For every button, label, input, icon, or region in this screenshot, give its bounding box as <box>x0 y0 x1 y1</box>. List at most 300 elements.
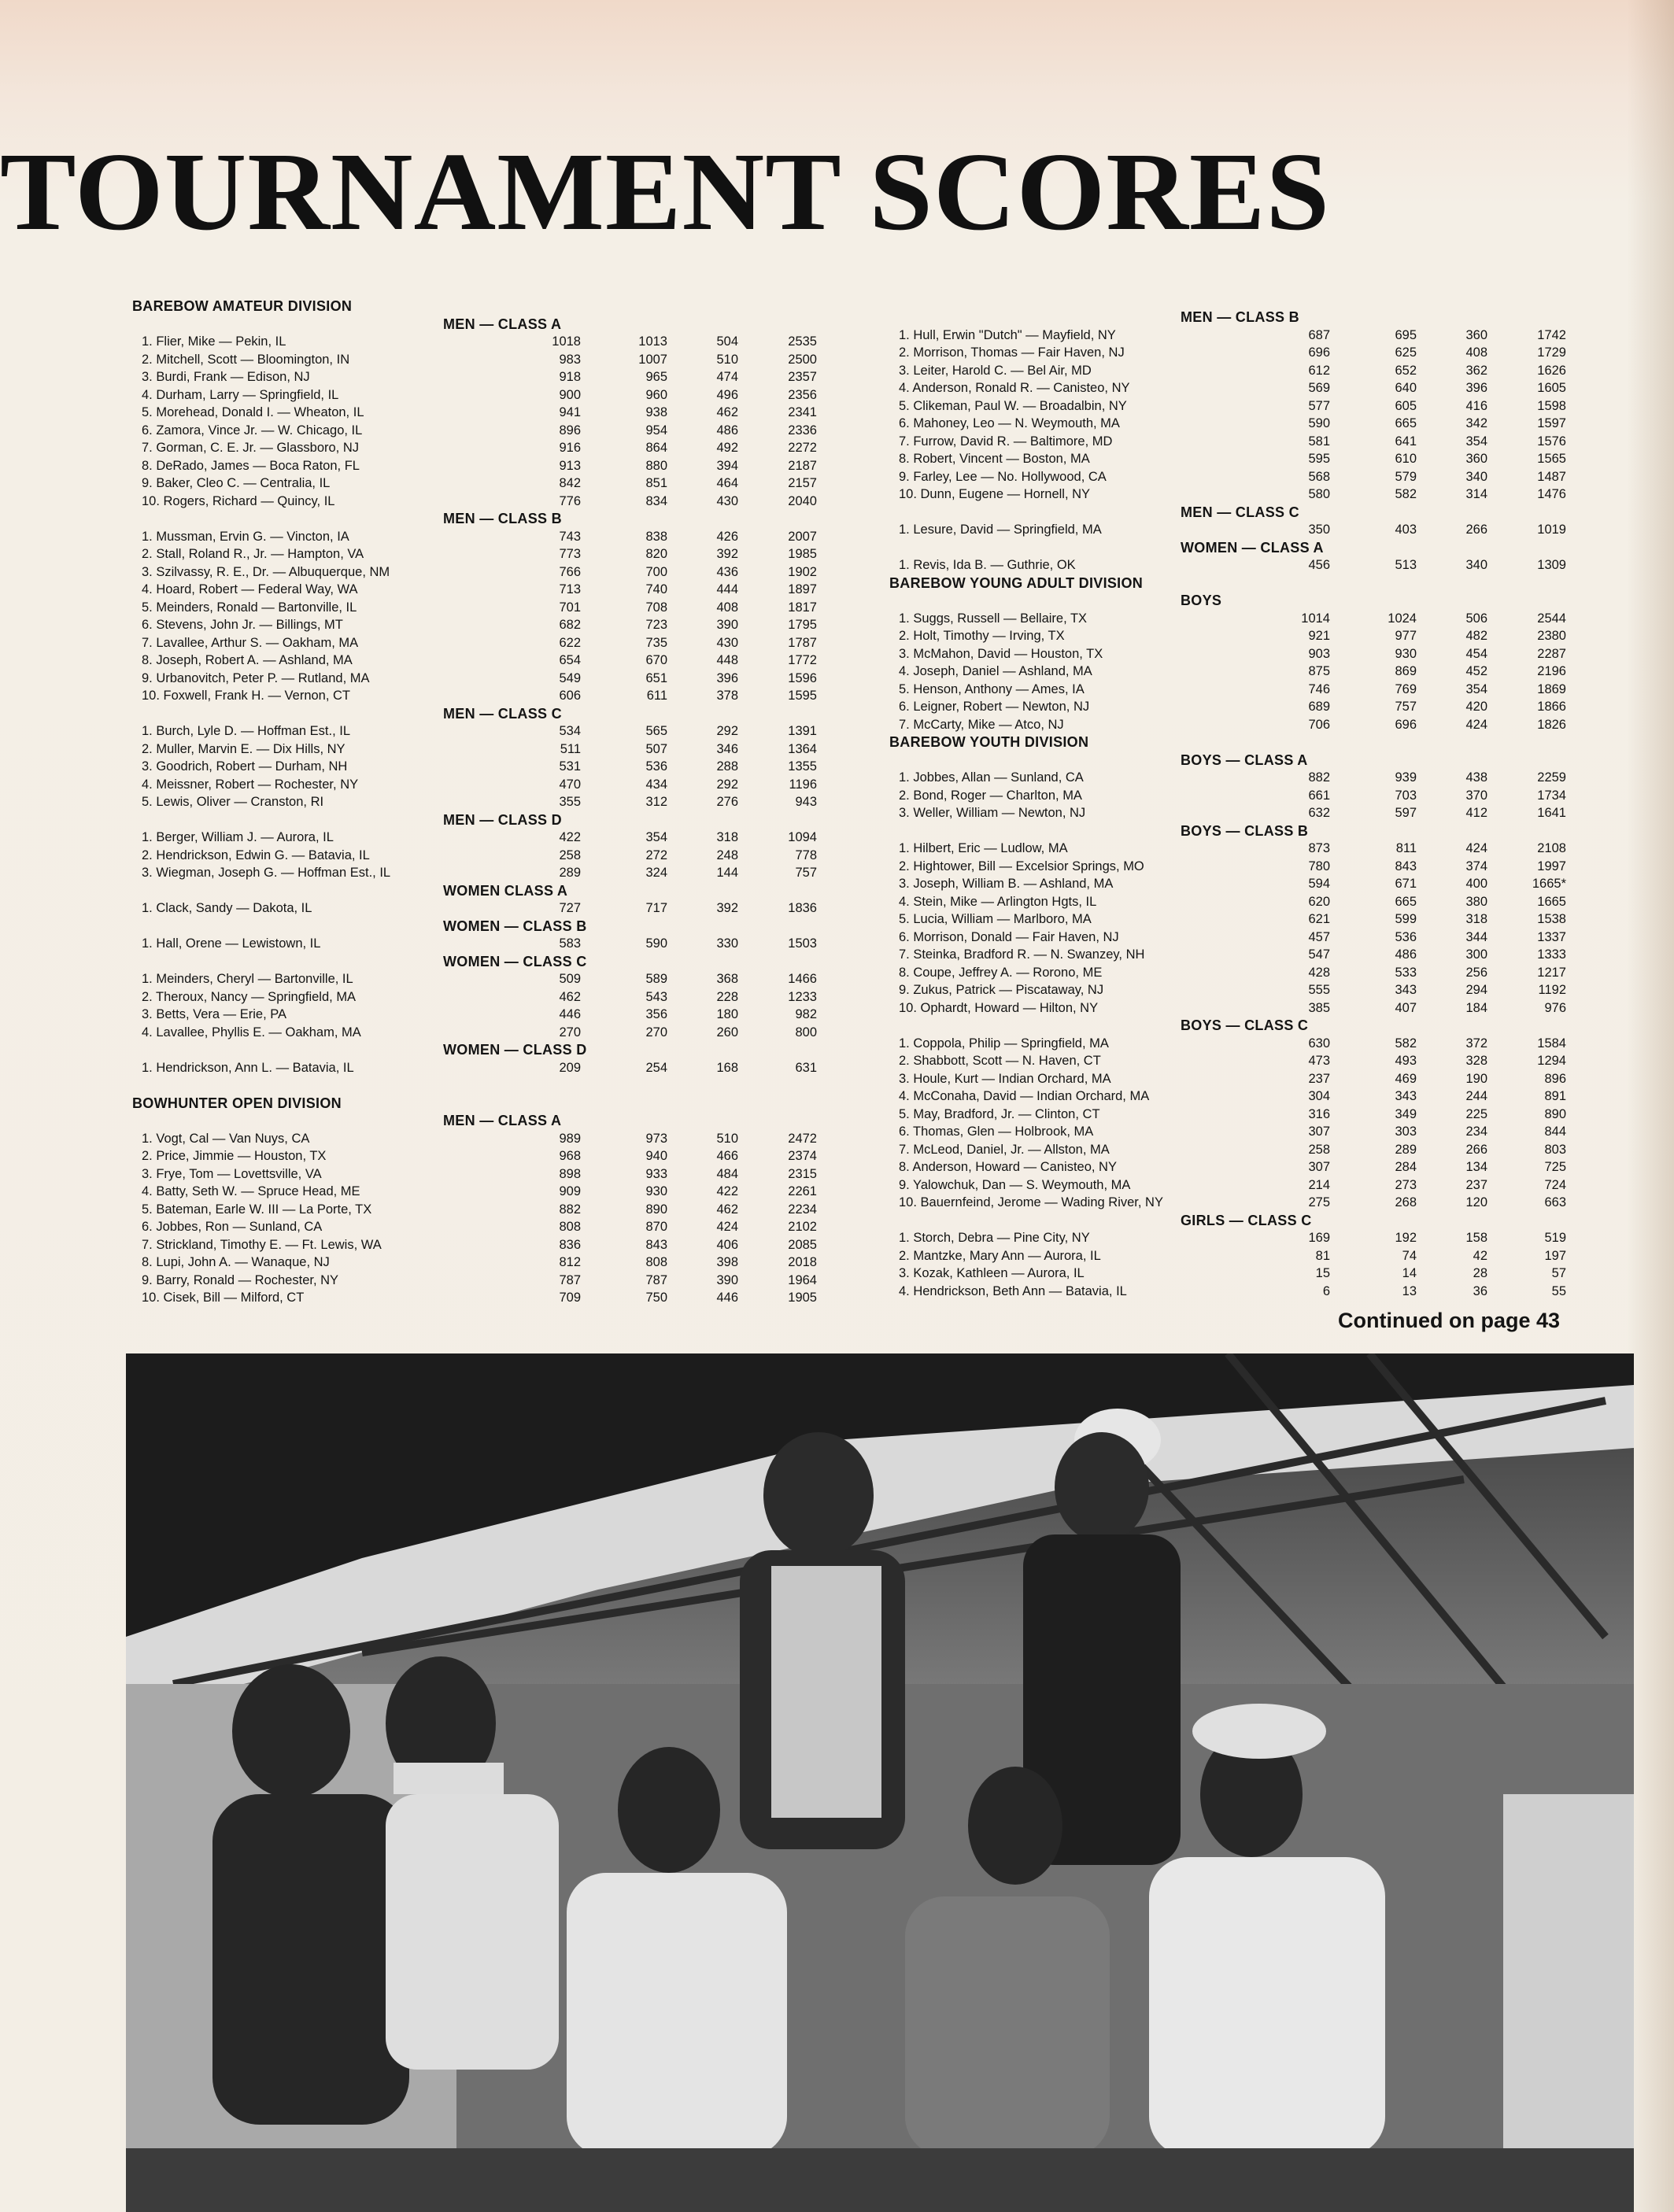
archer-name: 1. Hilbert, Eric — Ludlow, MA <box>899 841 1068 855</box>
round-score-1: 766 <box>559 564 581 579</box>
round-score-3: 354 <box>1465 681 1487 696</box>
archer-name: 1. Vogt, Cal — Van Nuys, CA <box>142 1131 310 1146</box>
round-score-1: 903 <box>1308 646 1330 661</box>
archer-name: 3. Szilvassy, R. E., Dr. — Albuquerque, NM <box>142 564 390 579</box>
archer-name: 8. Joseph, Robert A. — Ashland, MA <box>142 653 353 667</box>
score-row <box>889 787 1598 805</box>
round-score-1: 81 <box>1315 1248 1330 1263</box>
round-score-1: 275 <box>1308 1195 1330 1209</box>
round-score-2: 192 <box>1395 1231 1417 1245</box>
archer-name: 10. Rogers, Richard — Quincy, IL <box>142 493 335 508</box>
round-score-3: 392 <box>716 547 738 561</box>
total-score: 976 <box>1544 1000 1566 1015</box>
archer-name: 5. Meinders, Ronald — Bartonville, IL <box>142 600 357 615</box>
total-score: 1391 <box>788 724 817 738</box>
round-score-3: 158 <box>1465 1231 1487 1245</box>
round-score-1: 773 <box>559 547 581 561</box>
archer-name: 1. Meinders, Cheryl — Bartonville, IL <box>142 972 353 986</box>
round-score-2: 665 <box>1395 416 1417 430</box>
class-heading-boys-class-c: BOYS — CLASS C <box>1181 1017 1309 1033</box>
division-heading-bowhunter-open-division: BOWHUNTER OPEN DIVISION <box>132 1095 342 1111</box>
round-score-3: 408 <box>716 600 738 615</box>
total-score: 2535 <box>788 334 817 349</box>
round-score-3: 390 <box>716 618 738 632</box>
archer-name: 3. Kozak, Kathleen — Aurora, IL <box>899 1266 1085 1280</box>
score-row <box>889 362 1598 380</box>
archer-name: 3. Goodrich, Robert — Durham, NH <box>142 759 348 774</box>
round-score-1: 808 <box>559 1220 581 1234</box>
round-score-1: 511 <box>560 741 581 756</box>
total-score: 2356 <box>788 387 817 402</box>
class-heading-men-class-c: MEN — CLASS C <box>1181 504 1299 520</box>
round-score-3: 292 <box>716 777 738 792</box>
total-score: 1233 <box>788 989 817 1004</box>
round-score-2: 486 <box>1395 947 1417 962</box>
archer-name: 2. Morrison, Thomas — Fair Haven, NJ <box>899 345 1125 360</box>
round-score-1: 385 <box>1308 1000 1330 1015</box>
total-score: 1641 <box>1537 806 1566 820</box>
round-score-3: 444 <box>716 582 738 596</box>
archer-name: 7. McCarty, Mike — Atco, NJ <box>899 717 1064 732</box>
score-row <box>889 681 1598 699</box>
archer-name: 2. Bond, Roger — Charlton, MA <box>899 788 1082 803</box>
page-title: TOURNAMENT SCORES <box>0 129 1331 253</box>
score-row <box>132 670 841 688</box>
round-score-1: 776 <box>559 493 581 508</box>
archer-name: 8. DeRado, James — Boca Raton, FL <box>142 458 360 473</box>
archer-name: 2. Theroux, Nancy — Springfield, MA <box>142 989 357 1004</box>
round-score-3: 454 <box>1465 646 1487 661</box>
score-row <box>132 1236 841 1254</box>
round-score-3: 328 <box>1465 1054 1487 1068</box>
archer-name: 1. Hendrickson, Ann L. — Batavia, IL <box>142 1060 354 1075</box>
score-row <box>889 556 1598 574</box>
archer-name: 4. Hendrickson, Beth Ann — Batavia, IL <box>899 1283 1127 1298</box>
round-score-1: 696 <box>1308 345 1330 360</box>
round-score-1: 214 <box>1308 1177 1330 1192</box>
score-row <box>889 1194 1598 1212</box>
round-score-1: 654 <box>559 653 581 667</box>
archer-name: 3. Houle, Kurt — Indian Orchard, MA <box>899 1071 1111 1086</box>
total-score: 1772 <box>788 653 817 667</box>
round-score-3: 510 <box>716 352 738 367</box>
archer-name: 9. Urbanovitch, Peter P. — Rutland, MA <box>142 670 370 685</box>
page-edge-shadow <box>1627 0 1674 2212</box>
round-score-2: 434 <box>645 777 667 792</box>
round-score-3: 362 <box>1465 363 1487 378</box>
archers-group-photo <box>126 1353 1634 2212</box>
score-row <box>132 457 841 475</box>
score-row <box>132 1059 841 1077</box>
archer-name: 3. Frye, Tom — Lovettsville, VA <box>142 1166 322 1181</box>
round-score-2: 820 <box>645 547 667 561</box>
round-score-2: 1024 <box>1388 611 1417 626</box>
total-score: 2102 <box>788 1220 817 1234</box>
archer-name: 4. Stein, Mike — Arlington Hgts, IL <box>899 894 1097 909</box>
total-score: 1985 <box>788 547 817 561</box>
score-row <box>889 1052 1598 1070</box>
round-score-3: 430 <box>716 493 738 508</box>
round-score-1: 836 <box>559 1237 581 1252</box>
round-score-3: 134 <box>1465 1160 1487 1174</box>
round-score-1: 6 <box>1322 1283 1330 1298</box>
score-row <box>889 858 1598 876</box>
total-score: 1094 <box>788 830 817 844</box>
round-score-1: 422 <box>559 830 581 844</box>
total-score: 2341 <box>788 405 817 419</box>
total-score: 1595 <box>788 689 817 703</box>
score-row <box>132 1165 841 1184</box>
round-score-2: 808 <box>645 1255 667 1269</box>
total-score: 2336 <box>788 423 817 438</box>
total-score: 891 <box>1544 1089 1566 1103</box>
archer-name: 6. Stevens, John Jr. — Billings, MT <box>142 618 343 632</box>
round-score-3: 237 <box>1465 1177 1487 1192</box>
score-row <box>889 468 1598 486</box>
total-score: 2108 <box>1537 841 1566 855</box>
round-score-1: 583 <box>559 936 581 951</box>
round-score-3: 506 <box>1465 611 1487 626</box>
archer-name: 7. Lavallee, Arthur S. — Oakham, MA <box>142 635 359 650</box>
round-score-2: 513 <box>1395 558 1417 572</box>
total-score: 1294 <box>1537 1054 1566 1068</box>
score-row <box>132 1147 841 1165</box>
round-score-1: 989 <box>559 1131 581 1146</box>
class-heading-women-class-a: WOMEN CLASS A <box>443 882 568 899</box>
score-row <box>889 840 1598 858</box>
round-score-2: 930 <box>1395 646 1417 661</box>
score-row <box>889 1070 1598 1088</box>
round-score-2: 270 <box>645 1025 667 1040</box>
score-row <box>889 1265 1598 1283</box>
score-row <box>889 1229 1598 1247</box>
score-row <box>889 804 1598 822</box>
total-score: 1826 <box>1537 717 1566 732</box>
round-score-2: 973 <box>645 1131 667 1146</box>
round-score-1: 547 <box>1308 947 1330 962</box>
archer-name: 10. Cisek, Bill — Milford, CT <box>142 1291 305 1305</box>
score-row <box>132 1130 841 1148</box>
round-score-1: 473 <box>1308 1054 1330 1068</box>
round-score-3: 318 <box>716 830 738 844</box>
archer-name: 2. Mantzke, Mary Ann — Aurora, IL <box>899 1248 1101 1263</box>
archer-name: 7. Gorman, C. E. Jr. — Glassboro, NJ <box>142 441 359 455</box>
total-score: 2374 <box>788 1149 817 1163</box>
round-score-2: 354 <box>645 830 667 844</box>
total-score: 890 <box>1544 1106 1566 1121</box>
archer-name: 5. May, Bradford, Jr. — Clinton, CT <box>899 1106 1100 1121</box>
total-score: 1355 <box>788 759 817 774</box>
total-score: 519 <box>1544 1231 1566 1245</box>
total-score: 663 <box>1544 1195 1566 1209</box>
class-heading-women-class-b: WOMEN — CLASS B <box>443 918 587 934</box>
round-score-1: 15 <box>1315 1266 1330 1280</box>
round-score-3: 300 <box>1465 947 1487 962</box>
score-row <box>132 988 841 1006</box>
score-row <box>889 415 1598 433</box>
round-score-1: 630 <box>1308 1036 1330 1051</box>
round-score-2: 851 <box>645 476 667 490</box>
round-score-2: 536 <box>1395 929 1417 944</box>
round-score-3: 42 <box>1473 1248 1487 1263</box>
archer-name: 2. Hightower, Bill — Excelsior Springs, MO <box>899 859 1144 873</box>
archer-name: 5. Lucia, William — Marlboro, MA <box>899 912 1092 926</box>
round-score-3: 438 <box>1465 770 1487 785</box>
total-score: 724 <box>1544 1177 1566 1192</box>
archer-name: 3. Wiegman, Joseph G. — Hoffman Est., IL <box>142 866 391 880</box>
round-score-2: 769 <box>1395 681 1417 696</box>
archer-name: 4. Hoard, Robert — Federal Way, WA <box>142 582 358 596</box>
total-score: 1897 <box>788 582 817 596</box>
round-score-1: 842 <box>559 476 581 490</box>
score-row <box>132 740 841 759</box>
round-score-3: 266 <box>1465 523 1487 537</box>
round-score-1: 428 <box>1308 965 1330 980</box>
score-row <box>132 1201 841 1219</box>
total-score: 1337 <box>1537 929 1566 944</box>
round-score-2: 933 <box>645 1166 667 1181</box>
score-row <box>889 433 1598 451</box>
archer-name: 1. Berger, William J. — Aurora, IL <box>142 830 334 844</box>
archer-name: 1. Mussman, Ervin G. — Vincton, IA <box>142 529 349 544</box>
total-score: 982 <box>795 1007 817 1021</box>
round-score-3: 168 <box>716 1060 738 1075</box>
round-score-2: 723 <box>645 618 667 632</box>
total-score: 725 <box>1544 1160 1566 1174</box>
round-score-2: 930 <box>645 1184 667 1198</box>
round-score-3: 184 <box>1465 1000 1487 1015</box>
total-score: 1596 <box>788 670 817 685</box>
round-score-3: 354 <box>1465 434 1487 449</box>
round-score-2: 611 <box>646 689 667 703</box>
archer-name: 2. Mitchell, Scott — Bloomington, IN <box>142 352 350 367</box>
archer-name: 4. Joseph, Daniel — Ashland, MA <box>899 664 1092 678</box>
score-row <box>889 946 1598 964</box>
round-score-1: 470 <box>559 777 581 792</box>
archer-name: 4. Durham, Larry — Springfield, IL <box>142 387 339 402</box>
round-score-1: 350 <box>1308 523 1330 537</box>
round-score-3: 372 <box>1465 1036 1487 1051</box>
archer-name: 4. Anderson, Ronald R. — Canisteo, NY <box>899 381 1130 395</box>
round-score-2: 343 <box>1395 1089 1417 1103</box>
total-score: 1626 <box>1537 363 1566 378</box>
round-score-1: 632 <box>1308 806 1330 820</box>
round-score-1: 913 <box>559 458 581 473</box>
round-score-3: 342 <box>1465 416 1487 430</box>
archer-name: 1. Suggs, Russell — Bellaire, TX <box>899 611 1088 626</box>
archer-name: 1. Hall, Orene — Lewistown, IL <box>142 936 321 951</box>
archer-name: 8. Lupi, John A. — Wanaque, NJ <box>142 1255 330 1269</box>
round-score-1: 682 <box>559 618 581 632</box>
class-heading-women-class-c: WOMEN — CLASS C <box>443 953 587 969</box>
round-score-1: 580 <box>1308 487 1330 501</box>
round-score-3: 466 <box>716 1149 738 1163</box>
round-score-2: 750 <box>645 1291 667 1305</box>
score-row <box>132 1218 841 1236</box>
total-score: 1817 <box>788 600 817 615</box>
score-row <box>132 368 841 386</box>
round-score-1: 875 <box>1308 664 1330 678</box>
total-score: 1729 <box>1537 345 1566 360</box>
score-row <box>132 1272 841 1290</box>
round-score-2: 273 <box>1395 1177 1417 1192</box>
total-score: 2272 <box>788 441 817 455</box>
round-score-1: 555 <box>1308 983 1330 997</box>
round-score-2: 13 <box>1402 1283 1417 1298</box>
round-score-3: 360 <box>1465 452 1487 466</box>
archer-name: 6. Mahoney, Leo — N. Weymouth, MA <box>899 416 1120 430</box>
round-score-1: 968 <box>559 1149 581 1163</box>
total-score: 1665 <box>1537 894 1566 909</box>
score-row <box>132 528 841 546</box>
archer-name: 2. Stall, Roland R., Jr. — Hampton, VA <box>142 547 364 561</box>
total-score: 943 <box>795 795 817 809</box>
round-score-3: 28 <box>1473 1266 1487 1280</box>
archer-name: 5. Clikeman, Paul W. — Broadalbin, NY <box>899 398 1127 413</box>
archer-name: 1. Jobbes, Allan — Sunland, CA <box>899 770 1084 785</box>
score-row <box>889 1176 1598 1195</box>
round-score-3: 422 <box>716 1184 738 1198</box>
score-row <box>889 716 1598 734</box>
round-score-3: 486 <box>716 423 738 438</box>
class-heading-men-class-c: MEN — CLASS C <box>443 705 562 722</box>
round-score-1: 169 <box>1308 1231 1330 1245</box>
round-score-2: 493 <box>1395 1054 1417 1068</box>
total-score: 1476 <box>1537 487 1566 501</box>
archer-name: 2. Holt, Timothy — Irving, TX <box>899 629 1065 643</box>
round-score-3: 225 <box>1465 1106 1487 1121</box>
round-score-3: 248 <box>716 848 738 862</box>
archer-name: 6. Zamora, Vince Jr. — W. Chicago, IL <box>142 423 363 438</box>
round-score-3: 360 <box>1465 327 1487 342</box>
archer-name: 3. Weller, William — Newton, NJ <box>899 806 1086 820</box>
score-row <box>132 616 841 634</box>
total-score: 896 <box>1544 1071 1566 1086</box>
total-score: 1598 <box>1537 398 1566 413</box>
score-row <box>132 475 841 493</box>
total-score: 2287 <box>1537 646 1566 661</box>
score-row <box>132 864 841 882</box>
archer-name: 10. Dunn, Eugene — Hornell, NY <box>899 487 1091 501</box>
round-score-1: 701 <box>559 600 581 615</box>
total-score: 1576 <box>1537 434 1566 449</box>
total-score: 1734 <box>1537 788 1566 803</box>
round-score-1: 746 <box>1308 681 1330 696</box>
round-score-2: 717 <box>645 901 667 915</box>
total-score: 2007 <box>788 529 817 544</box>
round-score-2: 74 <box>1402 1248 1417 1263</box>
round-score-1: 620 <box>1308 894 1330 909</box>
round-score-3: 406 <box>716 1237 738 1252</box>
round-score-1: 594 <box>1308 877 1330 891</box>
score-row <box>132 1289 841 1307</box>
total-score: 2380 <box>1537 629 1566 643</box>
round-score-3: 394 <box>716 458 738 473</box>
archer-name: 8. Coupe, Jeffrey A. — Rorono, ME <box>899 965 1103 980</box>
round-score-2: 787 <box>645 1272 667 1287</box>
score-row <box>889 769 1598 787</box>
archer-name: 10. Foxwell, Frank H. — Vernon, CT <box>142 689 351 703</box>
round-score-2: 843 <box>1395 859 1417 873</box>
total-score: 1364 <box>788 741 817 756</box>
round-score-3: 392 <box>716 901 738 915</box>
archer-name: 5. Bateman, Earle W. III — La Porte, TX <box>142 1202 372 1217</box>
score-row <box>132 1183 841 1201</box>
class-heading-men-class-b: MEN — CLASS B <box>1181 309 1299 325</box>
total-score: 1836 <box>788 901 817 915</box>
total-score: 631 <box>795 1060 817 1075</box>
round-score-3: 396 <box>1465 381 1487 395</box>
score-row <box>889 910 1598 929</box>
class-heading-boys-class-b: BOYS — CLASS B <box>1181 822 1309 839</box>
score-row <box>889 964 1598 982</box>
archer-name: 6. Leigner, Robert — Newton, NJ <box>899 700 1090 714</box>
round-score-1: 581 <box>1308 434 1330 449</box>
score-row <box>132 776 841 794</box>
score-row <box>889 981 1598 999</box>
archer-name: 1. Burch, Lyle D. — Hoffman Est., IL <box>142 724 351 738</box>
round-score-1: 509 <box>559 972 581 986</box>
archer-name: 9. Farley, Lee — No. Hollywood, CA <box>899 469 1107 484</box>
round-score-3: 234 <box>1465 1124 1487 1139</box>
section-spacer <box>132 1076 841 1095</box>
total-score: 2357 <box>788 370 817 384</box>
round-score-1: 882 <box>559 1202 581 1217</box>
round-score-1: 713 <box>559 582 581 596</box>
total-score: 2500 <box>788 352 817 367</box>
round-score-1: 983 <box>559 352 581 367</box>
round-score-3: 462 <box>716 405 738 419</box>
archer-name: 4. Batty, Seth W. — Spruce Head, ME <box>142 1184 360 1198</box>
round-score-2: 665 <box>1395 894 1417 909</box>
round-score-2: 939 <box>1395 770 1417 785</box>
round-score-3: 420 <box>1465 700 1487 714</box>
score-row <box>132 422 841 440</box>
round-score-2: 735 <box>645 635 667 650</box>
round-score-2: 343 <box>1395 983 1417 997</box>
score-row <box>132 351 841 369</box>
round-score-3: 436 <box>716 564 738 579</box>
class-heading-men-class-b: MEN — CLASS B <box>443 511 562 526</box>
round-score-3: 496 <box>716 387 738 402</box>
score-row <box>889 521 1598 539</box>
score-row <box>132 758 841 776</box>
score-row <box>889 875 1598 893</box>
round-score-3: 462 <box>716 1202 738 1217</box>
total-score: 1019 <box>1537 523 1566 537</box>
round-score-1: 787 <box>559 1272 581 1287</box>
round-score-3: 314 <box>1465 487 1487 501</box>
archer-name: 6. Morrison, Donald — Fair Haven, NJ <box>899 929 1119 944</box>
archer-name: 1. Clack, Sandy — Dakota, IL <box>142 901 312 915</box>
round-score-2: 579 <box>1395 469 1417 484</box>
round-score-2: 597 <box>1395 806 1417 820</box>
round-score-3: 492 <box>716 441 738 455</box>
total-score: 1605 <box>1537 381 1566 395</box>
archer-name: 9. Barry, Ronald — Rochester, NY <box>142 1272 339 1287</box>
score-row <box>132 1254 841 1272</box>
archer-name: 10. Bauernfeind, Jerome — Wading River, NY <box>899 1195 1163 1209</box>
round-score-3: 400 <box>1465 877 1487 891</box>
round-score-2: 640 <box>1395 381 1417 395</box>
right-score-column <box>889 308 1598 1300</box>
score-row <box>132 899 841 918</box>
total-score: 1787 <box>788 635 817 650</box>
round-score-2: 349 <box>1395 1106 1417 1121</box>
round-score-3: 344 <box>1465 929 1487 944</box>
round-score-2: 589 <box>645 972 667 986</box>
round-score-2: 254 <box>645 1060 667 1075</box>
